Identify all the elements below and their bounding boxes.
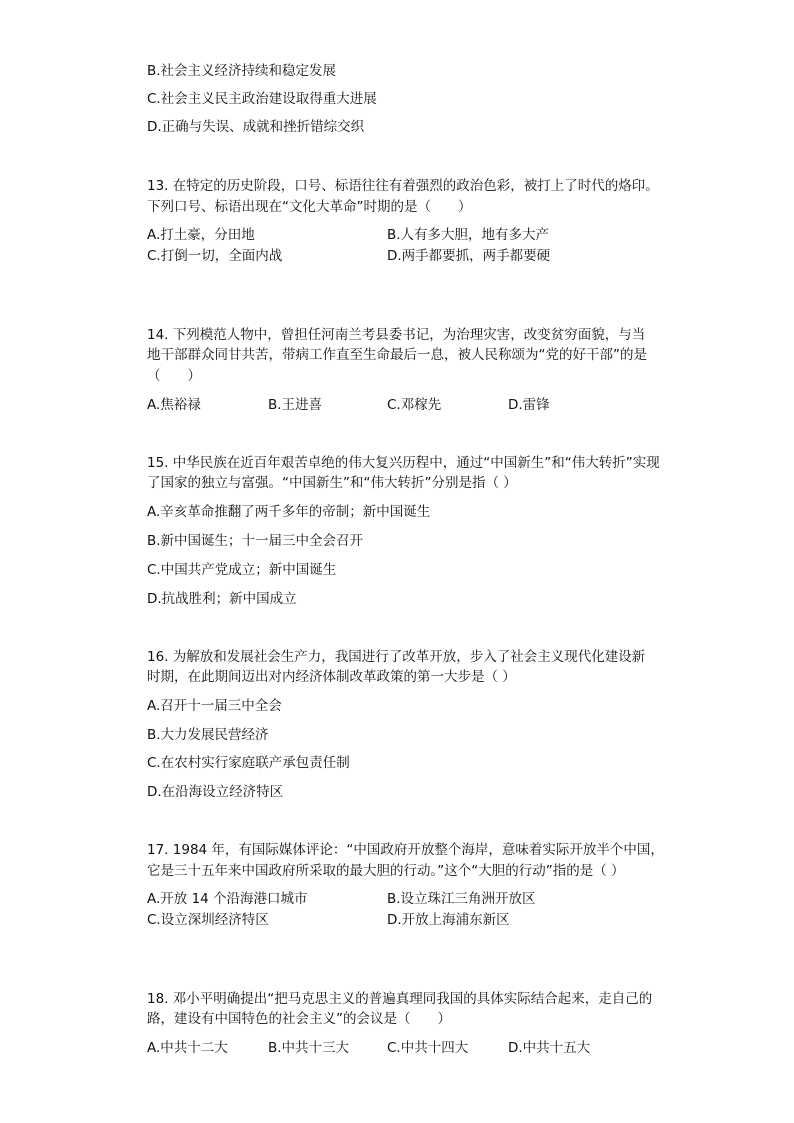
option-c: C.在农村实行家庭联产承包责任制 bbox=[147, 755, 350, 771]
question-13-stem: 13. 在特定的历史阶段，口号、标语往往有着强烈的政治色彩，被打上了时代的烙印。 bbox=[147, 178, 659, 194]
question-16-stem: 16. 为解放和发展社会生产力，我国进行了改革开放，步入了社会主义现代化建设新 bbox=[147, 649, 646, 665]
question-17-stem: 17. 1984 年，有国际媒体评论：“中国政府开放整个海岸，意味着实际开放半个中国， bbox=[147, 842, 664, 858]
question-13-stem-cont: 下列口号、标语出现在“文化大革命”时期的是（ ） bbox=[147, 199, 472, 215]
option-a: A.焦裕禄 bbox=[147, 397, 201, 413]
option-d: D.抗战胜利；新中国成立 bbox=[147, 591, 297, 607]
option-c: C.邓稼先 bbox=[387, 397, 442, 413]
option-c: C.中共十四大 bbox=[387, 1040, 469, 1056]
question-18-stem-cont: 路，建设有中国特色的社会主义”的会议是（ ） bbox=[147, 1011, 451, 1027]
option-b: B.大力发展民营经济 bbox=[147, 727, 269, 743]
option-b: B.设立珠江三角洲开放区 bbox=[387, 891, 536, 907]
option-a: A.中共十二大 bbox=[147, 1040, 228, 1056]
question-14-stem-cont: 地干部群众同甘共苦，带病工作直至生命最后一息，被人民称颂为“党的好干部”的是 bbox=[147, 347, 647, 363]
option-a: A.打土豪，分田地 bbox=[147, 227, 255, 243]
question-16-stem-cont: 时期，在此期间迈出对内经济体制改革政策的第一大步是（ ） bbox=[147, 669, 516, 685]
option-b: B.王进喜 bbox=[268, 397, 323, 413]
option-c: C.社会主义民主政治建设取得重大进展 bbox=[147, 91, 377, 107]
question-15-stem-cont: 了国家的独立与富强。“中国新生”和“伟大转折”分别是指（ ） bbox=[147, 475, 517, 491]
option-c: C.中国共产党成立；新中国诞生 bbox=[147, 562, 337, 578]
option-a: A.召开十一届三中全会 bbox=[147, 698, 282, 714]
option-b: B.社会主义经济持续和稳定发展 bbox=[147, 63, 337, 79]
option-b: B.新中国诞生；十一届三中全会召开 bbox=[147, 533, 364, 549]
question-14-stem: 14. 下列模范人物中，曾担任河南兰考县委书记，为治理灾害，改变贫穷面貌，与当 bbox=[147, 327, 646, 343]
option-d: D.正确与失误、成就和挫折错综交织 bbox=[147, 119, 365, 135]
question-14-stem-blank: （ ） bbox=[147, 368, 201, 384]
option-d: D.雷锋 bbox=[508, 397, 550, 413]
option-c: C.打倒一切，全面内战 bbox=[147, 248, 283, 264]
option-b: B.中共十三大 bbox=[268, 1040, 350, 1056]
question-17-stem-cont: 它是三十五年来中国政府所采取的最大胆的行动。”这个“大胆的行动”指的是（ ） bbox=[147, 863, 625, 879]
option-b: B.人有多大胆，地有多大产 bbox=[387, 227, 550, 243]
option-d: D.两手都要抓，两手都要硬 bbox=[387, 248, 551, 264]
option-a: A.辛亥革命推翻了两千多年的帝制；新中国诞生 bbox=[147, 504, 431, 520]
option-d: D.在沿海设立经济特区 bbox=[147, 784, 284, 800]
option-d: D.中共十五大 bbox=[508, 1040, 591, 1056]
question-15-stem: 15. 中华民族在近百年艰苦卓绝的伟大复兴历程中，通过“中国新生”和“伟大转折”实现 bbox=[147, 455, 660, 471]
question-18-stem: 18. 邓小平明确提出“把马克思主义的普遍真理同我国的具体实际结合起来，走自己的 bbox=[147, 991, 653, 1007]
option-c: C.设立深圳经济特区 bbox=[147, 912, 269, 928]
option-a: A.开放 14 个沿海港口城市 bbox=[147, 891, 308, 907]
option-d: D.开放上海浦东新区 bbox=[387, 912, 510, 928]
